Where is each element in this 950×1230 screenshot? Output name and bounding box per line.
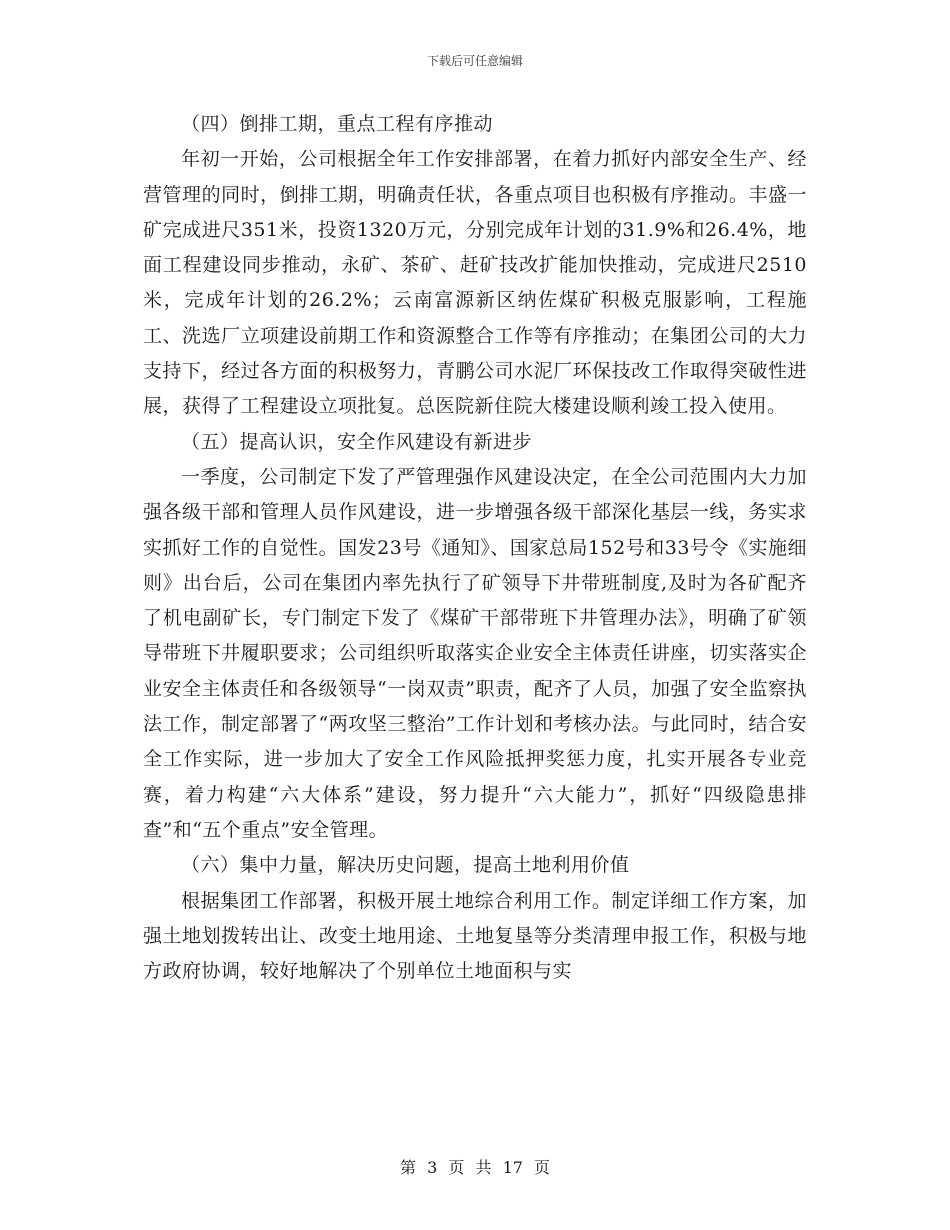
document-body [143,107,807,989]
section-heading-6: （六）集中力量，解决历史问题，提高土地利用价值 [181,854,630,877]
total-page-count: 17 [502,1158,523,1177]
page-label-prefix: 第 [399,1158,416,1177]
paragraph-section-4: 年初一开始，公司根据全年工作安排部署，在着力抓好内部安全生产、经营管理的同时，倒排工期，明确责任状，各重点项目也积极有序推动。丰盛一矿完成进尺351米，投资1320万元，分别完成年计划的31.9%和26.4%，地面工程建设同步推动，永矿、茶矿、赶矿技改扩能加快推动，完成进尺2510米，完成年计划的26.2%；云南富源新区纳佐煤矿积极克服影响，工程施工、洗选厂立项建设前期工作和资源整合工作等有序推动；在集团公司的大力支持下，经过各方面的积极努力，青鹏公司水泥厂环保技改工作取得突破性进展，获得了工程建设立项批复。总医院新住院大楼建设顺利竣工投入使用。 [143,148,807,418]
page-label-middle: 页 [448,1158,465,1177]
current-page-number: 3 [427,1158,438,1177]
page-label-joiner: 共 [475,1158,492,1177]
page-number-footer [0,1155,950,1178]
paragraph-section-5: 一季度，公司制定下发了严管理强作风建设决定，在全公司范围内大力加强各级干部和管理人员作风建设，进一步增强各级干部深化基层一线，务实求实抓好工作的自觉性。国发23号《通知》、国家总局152号和33号令《实施细则》出台后，公司在集团内率先执行了矿领导下井带班制度,及时为各矿配齐了机电副矿长，专门制定下发了《煤矿干部带班下井管理办法》，明确了矿领导带班下井履职要求；公司组织听取落实企业安全主体责任讲座，切实落实企业安全主体责任和各级领导“一岗双责”职责，配齐了人员，加强了安全监察执法工作，制定部署了“两攻坚三整治”工作计划和考核办法。与此同时，结合安全工作实际，进一步加大了安全工作风险抵押奖惩力度，扎实开展各专业竞赛，着力构建“六大体系”建设，努力提升“六大能力”，抓好“四级隐患排查”和“五个重点”安全管理。 [143,465,807,841]
header-note: 下载后可任意编辑 [426,54,523,68]
section-heading-4: （四）倒排工期，重点工程有序推动 [181,113,494,135]
paragraph-section-6: 根据集团工作部署，积极开展土地综合利用工作。制定详细工作方案，加强土地划拨转出让、改变土地用途、土地复垦等分类清理申报工作，积极与地方政府协调，较好地解决了个别单位土地面积与实 [143,889,807,983]
section-heading-5: （五）提高认识，安全作风建设有新进步 [181,430,533,453]
page-label-suffix: 页 [534,1158,551,1177]
